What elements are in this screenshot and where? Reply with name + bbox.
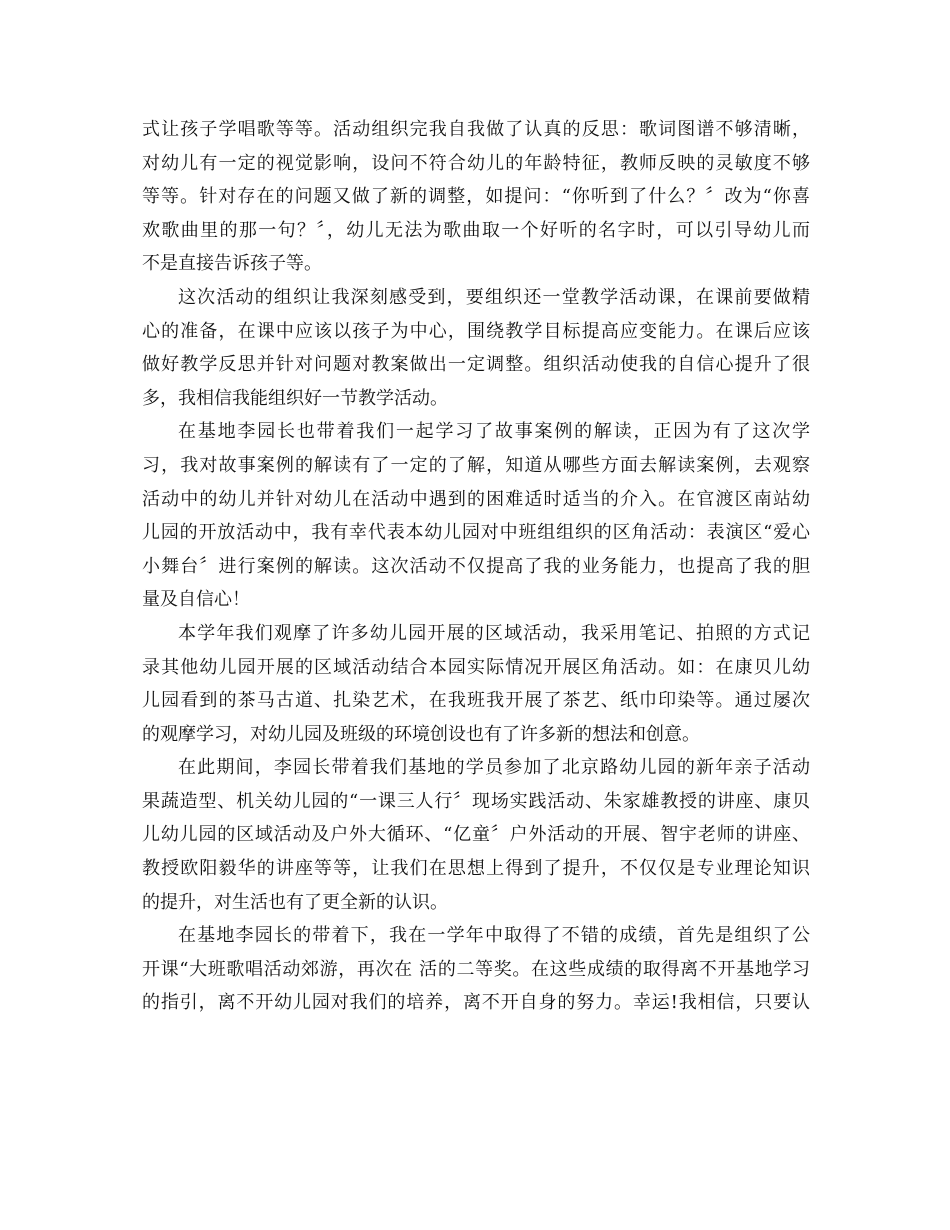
text-line: 果蔬造型、机关幼儿园的“一课三人行〞现场实践活动、朱家雄教授的讲座、康贝 [142, 790, 810, 812]
text-line: 开课“大班歌唱活动郊游，再次在 活的二等奖。在这些成绩的取得离不开基地学习 [142, 958, 810, 980]
text-line: 教授欧阳毅华的讲座等等，让我们在思想上得到了提升，不仅仅是专业理论知识 [142, 858, 810, 880]
text-line: 的提升，对生活也有了更全新的认识。 [142, 891, 448, 913]
text-line: 习，我对故事案例的解读有了一定的了解，知道从哪些方面去解读案例，去观察 [142, 454, 810, 476]
paragraph-3 [142, 415, 810, 617]
text-line: 在基地李园长也带着我们一起学习了故事案例的解读，正因为有了这次学 [178, 421, 810, 443]
text-line: 儿幼儿园的区域活动及户外大循环、“亿童〞户外活动的开展、智宇老师的讲座、 [142, 824, 810, 846]
paragraph-6 [142, 919, 810, 1020]
paragraph-2 [142, 281, 810, 415]
text-line: 儿园的开放活动中，我有幸代表本幼儿园对中班组组织的区角活动：表演区“爱心 [142, 522, 810, 544]
text-line: 等等。针对存在的问题又做了新的调整，如提问：“你听到了什么？〞改为“你喜 [142, 186, 810, 208]
text-line: 不是直接告诉孩子等。 [142, 253, 322, 275]
text-line: 欢歌曲里的那一句？〞，幼儿无法为歌曲取一个好听的名字时，可以引导幼儿而 [142, 219, 810, 241]
text-line: 的观摩学习，对幼儿园及班级的环境创设也有了许多新的想法和创意。 [142, 723, 700, 745]
text-line: 活动中的幼儿并针对幼儿在活动中遇到的困难适时适当的介入。在官渡区南站幼 [142, 488, 810, 510]
paragraph-1 [142, 113, 810, 281]
text-line: 在基地李园长的带着下，我在一学年中取得了不错的成绩，首先是组织了公 [178, 925, 810, 947]
text-line: 多，我相信我能组织好一节教学活动。 [142, 387, 448, 409]
text-line: 做好教学反思并针对问题对教案做出一定调整。组织活动使我的自信心提升了很 [142, 354, 810, 376]
text-line: 本学年我们观摩了许多幼儿园开展的区域活动，我采用笔记、拍照的方式记 [178, 622, 810, 644]
text-line: 心的准备，在课中应该以孩子为中心，围绕教学目标提高应变能力。在课后应该 [142, 320, 810, 342]
text-line: 的指引，离不开幼儿园对我们的培养，离不开自身的努力。幸运!我相信，只要认 [142, 992, 810, 1014]
text-line: 式让孩子学唱歌等等。活动组织完我自我做了认真的反思：歌词图谱不够清晰， [142, 119, 810, 140]
paragraph-4 [142, 617, 810, 751]
document-body [142, 113, 810, 1020]
paragraph-5 [142, 751, 810, 919]
text-line: 这次活动的组织让我深刻感受到，要组织还一堂教学活动课，在课前要做精 [178, 286, 810, 308]
text-line: 录其他幼儿园开展的区域活动结合本园实际情况开展区角活动。如：在康贝儿幼 [142, 656, 810, 678]
text-line: 对幼儿有一定的视觉影响，设问不符合幼儿的年龄特征，教师反映的灵敏度不够 [142, 152, 810, 174]
text-line: 量及自信心！ [142, 589, 250, 611]
text-line: 在此期间，李园长带着我们基地的学员参加了北京路幼儿园的新年亲子活动 [178, 757, 810, 779]
text-line: 儿园看到的茶马古道、扎染艺术，在我班我开展了茶艺、纸巾印染等。通过屡次 [142, 690, 810, 712]
text-line: 小舞台〞进行案例的解读。这次活动不仅提高了我的业务能力，也提高了我的胆 [142, 555, 810, 577]
